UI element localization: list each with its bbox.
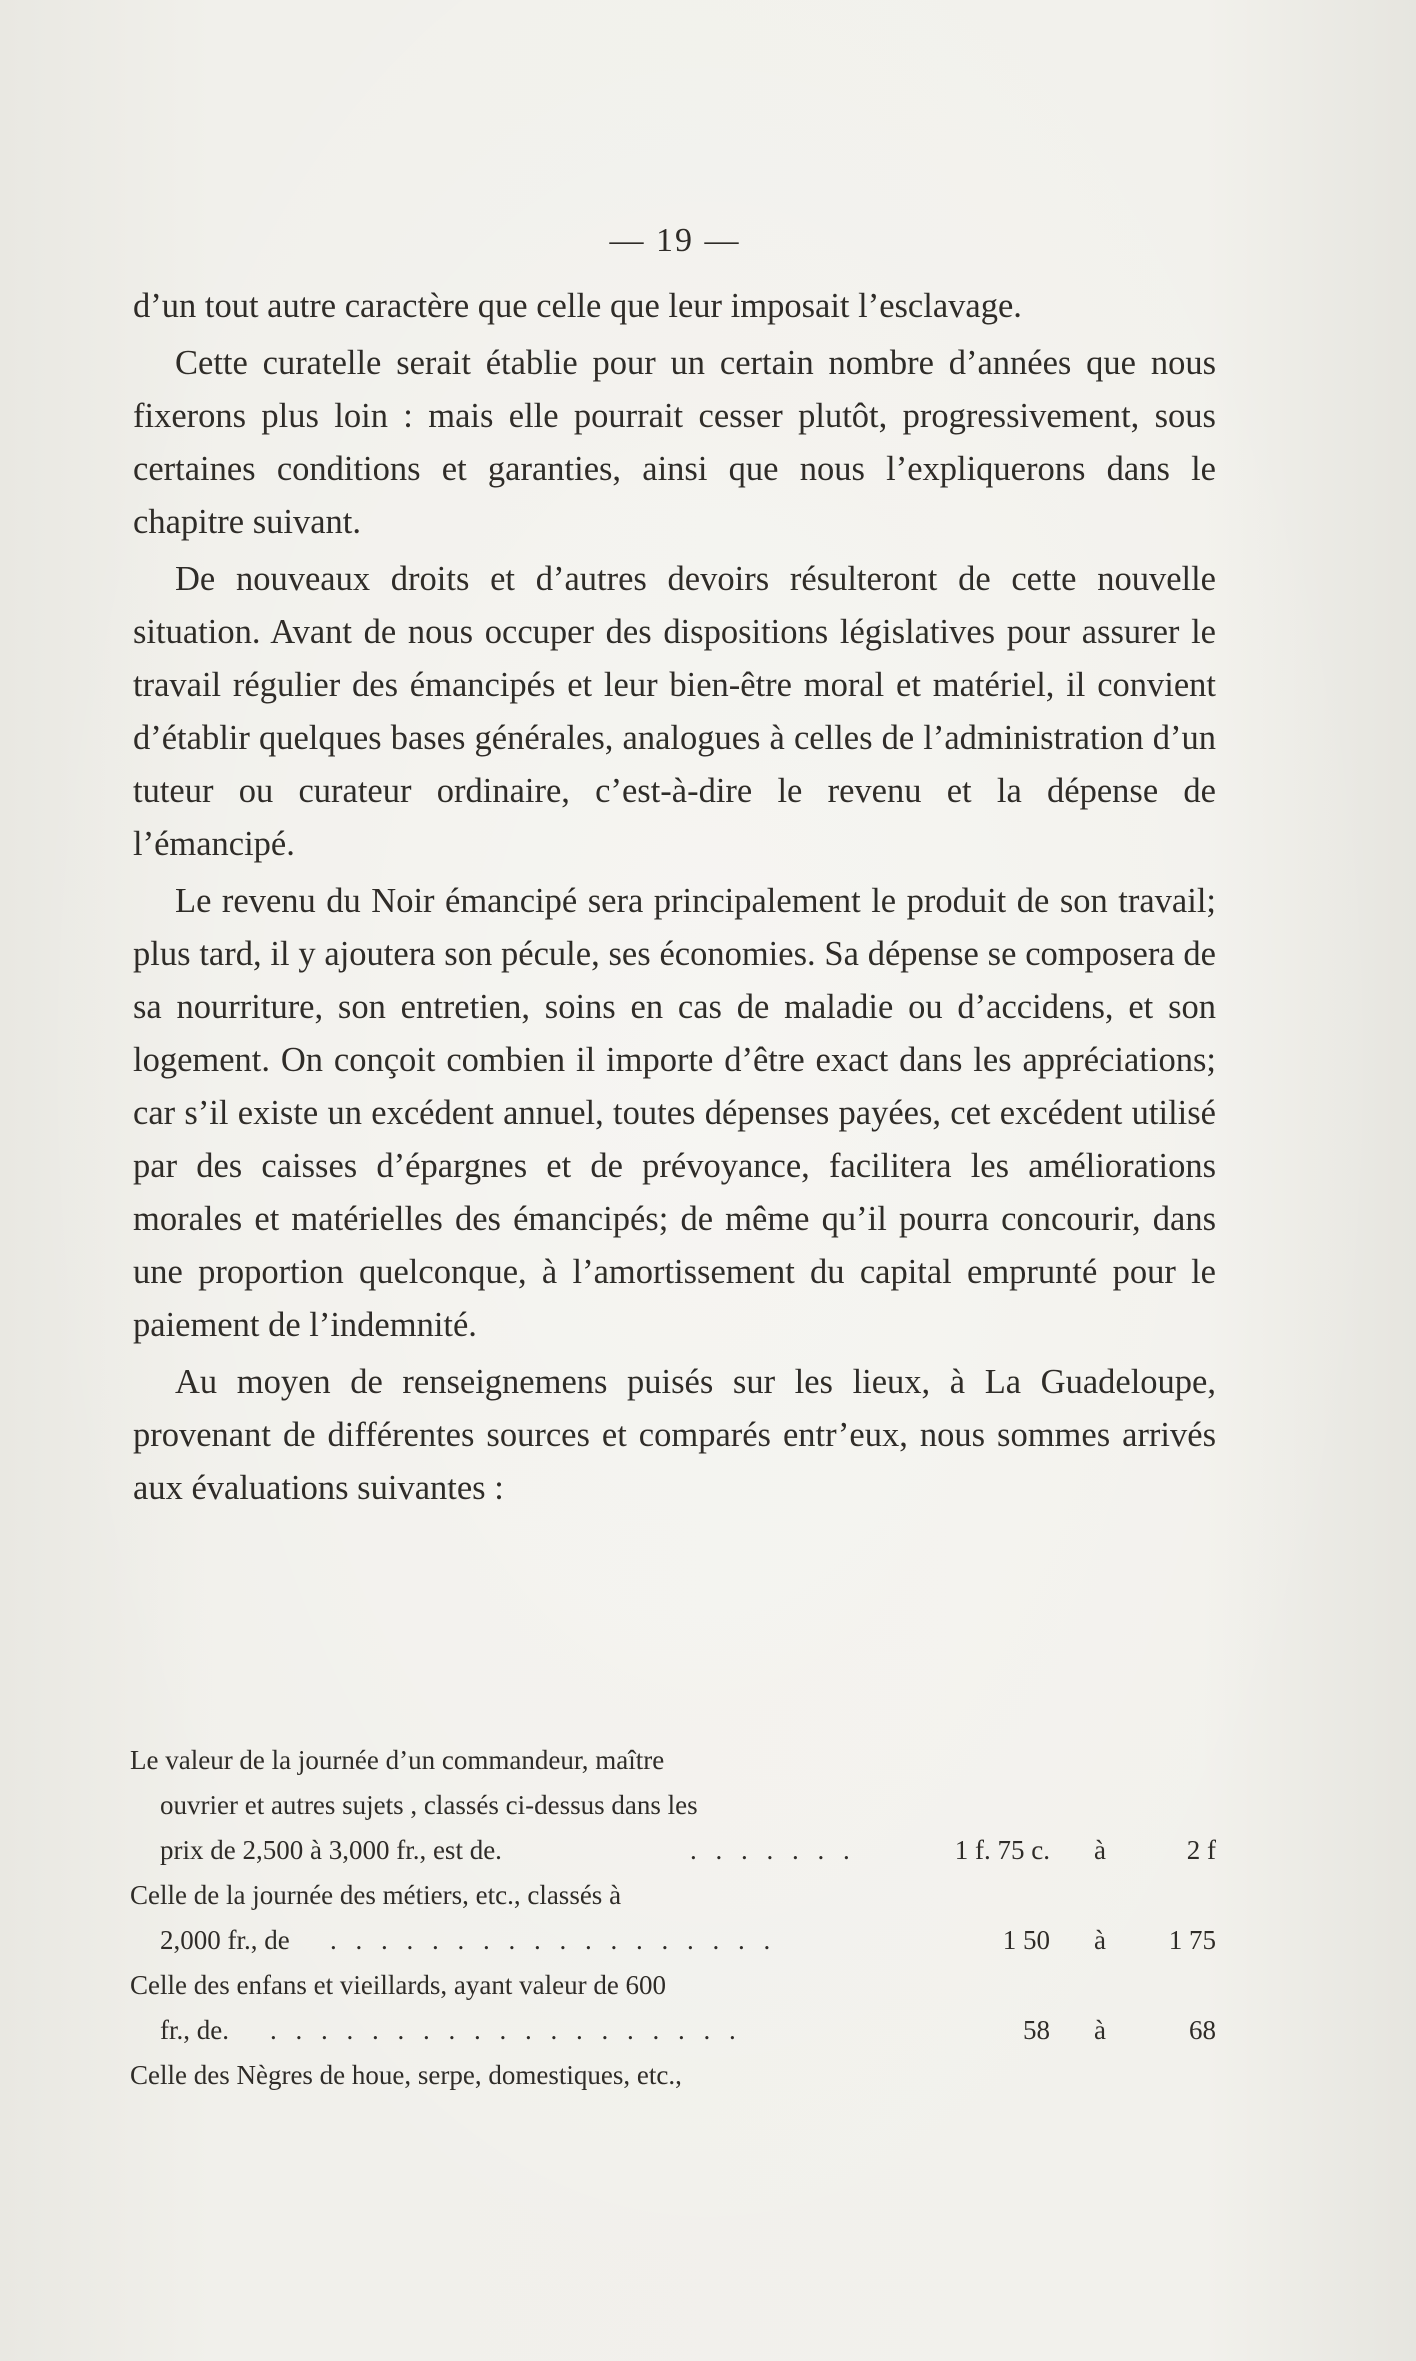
paragraph-droits: De nouveaux droits et d’autres devoirs résulteront de cette nouvelle situation. Avant de nous occuper des dispositions législatives pour assurer le travail régulier des émancipés et leur bien-être moral et matériel, il convient d’établir quelques bases générales, analogues à celles de l’administration d’un tuteur ou curateur ordinaire, c’est-à-dire le revenu et la dépense de l’émancipé. — [133, 560, 1216, 863]
table-row — [130, 2053, 1216, 2098]
leader-dots: . . . . . . . . . . . . . . . . . . — [330, 1925, 777, 1955]
row-label: Celle de la journée des métiers, etc., classés à — [130, 1880, 622, 1910]
table-row — [130, 1738, 1216, 1783]
table-row — [130, 2008, 1216, 2053]
table-row — [130, 1918, 1216, 1963]
body-text — [133, 280, 1216, 1515]
page-number: — 19 — — [609, 222, 741, 259]
row-label: ouvrier et autres sujets , classés ci-dessus dans les — [160, 1790, 698, 1820]
table-row — [130, 1873, 1216, 1918]
range-separator: à — [1094, 1835, 1106, 1865]
row-label: Celle des enfans et vieillards, ayant valeur de 600 — [130, 1970, 667, 2000]
paragraph-revenu: Le revenu du Noir émancipé sera principalement le produit de son travail; plus tard, il y ajoutera son pécule, ses économies. Sa dépense se composera de sa nourriture, son entretien, soins en cas de maladie ou d’accidens, et son logement. On conçoit combien il importe d’être exact dans les appréciations; car s’il existe un excédent annuel, toutes dépenses payées, cet excédent utilisé par des caisses d’épargnes et de prévoyance, facilitera les améliorations morales et matérielles des émancipés; de même qu’il pourra concourir, dans une proportion quelconque, à l’amortissement du capital emprunté pour le paiement de l’indemnité. — [133, 882, 1216, 1344]
row-label: Le valeur de la journée d’un commandeur, maître — [130, 1745, 665, 1775]
table-row — [130, 1828, 1216, 1873]
paragraph-renseignemens: Au moyen de renseignemens puisés sur les lieux, à La Guadeloupe, provenant de différentes sources et comparés entr’eux, nous sommes arrivés aux évaluations suivantes : — [133, 1363, 1216, 1507]
row-label: fr., de. — [160, 2015, 229, 2045]
paragraph-continuation: d’un tout autre caractère que celle que leur imposait l’esclavage. — [133, 287, 1022, 325]
row-label: Celle des Nègres de houe, serpe, domestiques, etc., — [130, 2060, 682, 2090]
leader-dots: . . . . . . . — [690, 1835, 856, 1865]
value-max: 2 f — [1186, 1835, 1216, 1865]
range-separator: à — [1094, 2015, 1106, 2045]
range-separator: à — [1094, 1925, 1106, 1955]
value-min: 1 50 — [1002, 1925, 1050, 1955]
value-max: 1 75 — [1168, 1925, 1216, 1955]
paragraph-curatelle: Cette curatelle serait établie pour un certain nombre d’années que nous fixerons plus loin : mais elle pourrait cesser plutôt, progressivement, sous certaines conditions et garanties, ainsi que nous l’expliquerons dans le chapitre suivant. — [133, 344, 1216, 541]
value-max: 68 — [1189, 2015, 1216, 2045]
table-row — [130, 1963, 1216, 2008]
row-label: prix de 2,500 à 3,000 fr., est de. — [160, 1835, 502, 1865]
table-row — [130, 1783, 1216, 1828]
value-min: 1 f. 75 c. — [954, 1835, 1050, 1865]
leader-dots: . . . . . . . . . . . . . . . . . . . — [270, 2015, 742, 2045]
value-min: 58 — [1023, 2015, 1050, 2045]
valuation-table — [130, 1738, 1216, 2098]
row-label: 2,000 fr., de — [160, 1925, 290, 1955]
